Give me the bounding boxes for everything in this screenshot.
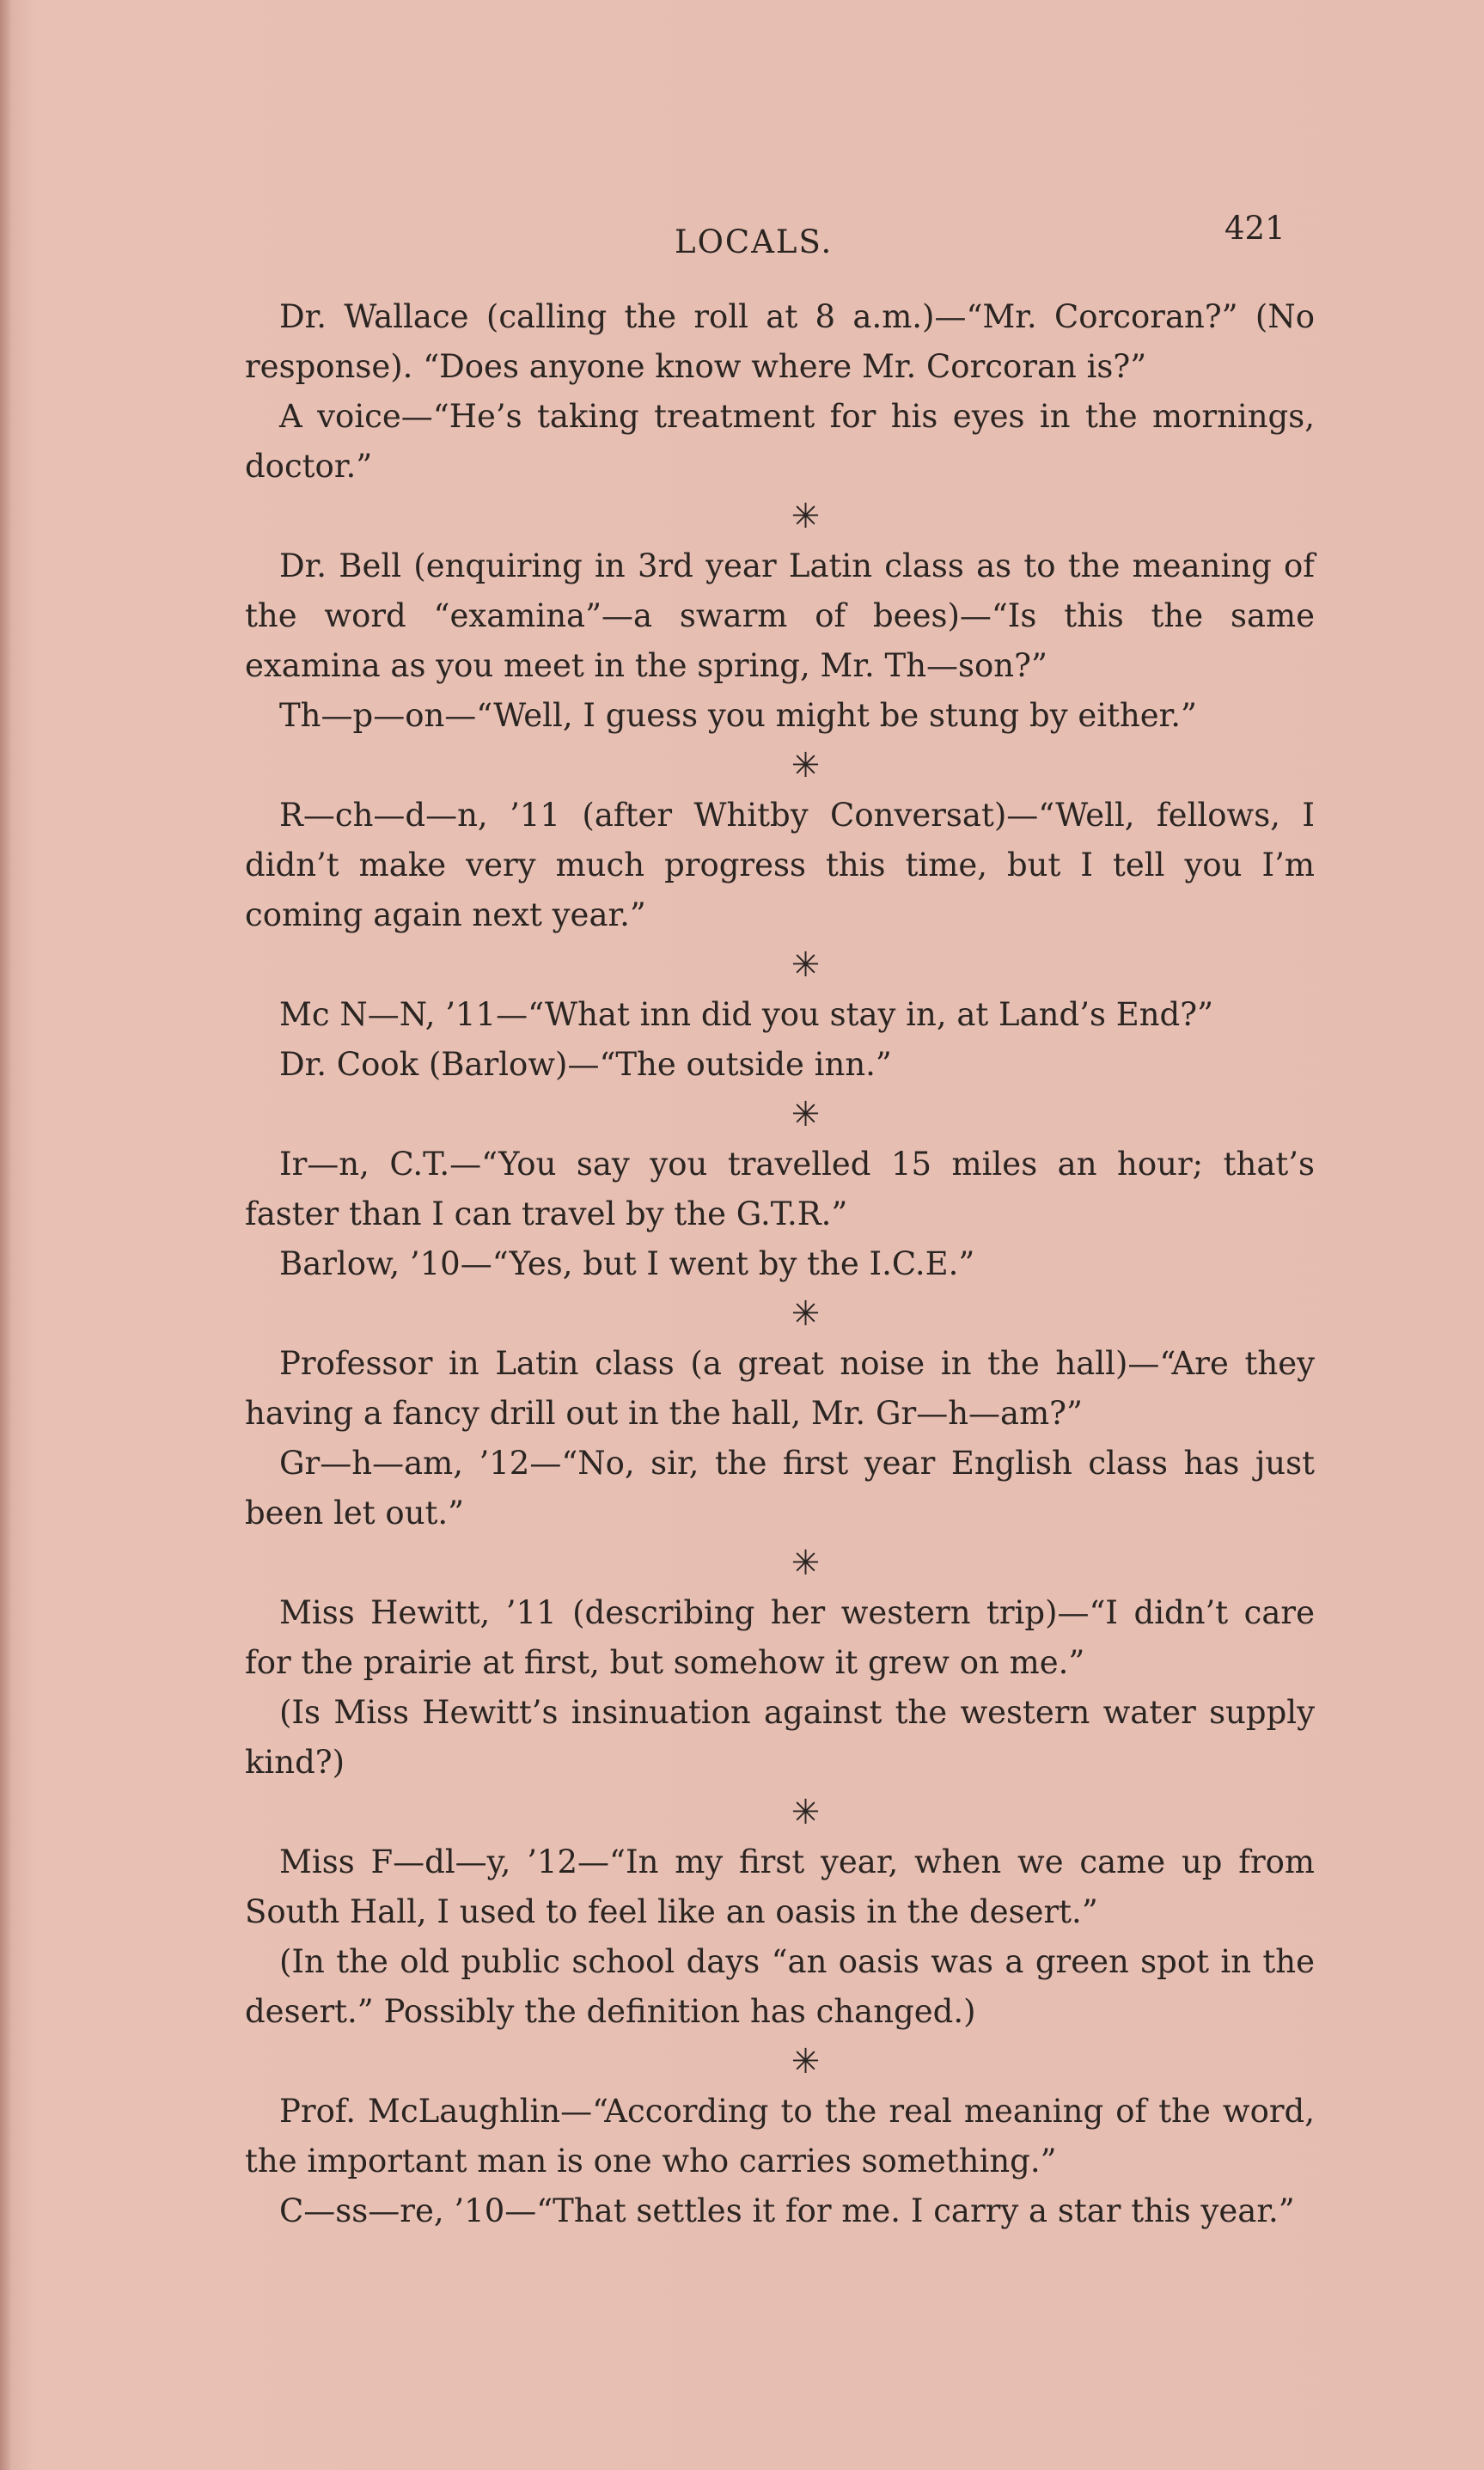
local-item-paragraph: C—ss—re, ’10—“That settles it for me. I carry a star this year.” bbox=[279, 2192, 1295, 2229]
local-item bbox=[245, 1837, 1315, 2037]
local-item-paragraph: Miss F—dl—y, ’12—“In my first year, when we came up from South Hall, I used to feel like an oasis in the desert.” bbox=[245, 1843, 1315, 1930]
local-item-paragraph: Dr. Bell (enquiring in 3rd year Latin class as to the meaning of the word “examina”—a swarm of bees)—“Is this the same examina as you meet in the spring, Mr. Th—son?” bbox=[245, 547, 1315, 684]
asterism-separator: ✳ bbox=[791, 1793, 821, 1832]
local-item bbox=[245, 1588, 1315, 1788]
local-item-paragraph: Dr. Cook (Barlow)—“The outside inn.” bbox=[279, 1046, 892, 1083]
local-item-paragraph: Gr—h—am, ’12—“No, sir, the first year English class has just been let out.” bbox=[245, 1445, 1315, 1532]
local-item-paragraph: (In the old public school days “an oasis was a green spot in the desert.” Possibly the definition has changed.) bbox=[245, 1943, 1315, 2030]
asterism-separator: ✳ bbox=[791, 497, 821, 536]
running-head: LOCALS. bbox=[675, 223, 834, 260]
local-item bbox=[245, 292, 1315, 492]
asterism-separator: ✳ bbox=[791, 746, 821, 786]
asterism-separator: ✳ bbox=[791, 945, 821, 985]
local-item bbox=[245, 791, 1315, 940]
page-number: 421 bbox=[1224, 210, 1286, 247]
local-item bbox=[245, 2087, 1315, 2236]
local-item-paragraph: Professor in Latin class (a great noise in the hall)—“Are they having a fancy drill out in the hall, Mr. Gr—h—am?” bbox=[245, 1345, 1315, 1432]
local-item-paragraph: R—ch—d—n, ’11 (after Whitby Conversat)—“Well, fellows, I didn’t make very much progress this time, but I tell you I’m coming again next year.” bbox=[245, 797, 1315, 933]
local-item-paragraph: A voice—“He’s taking treatment for his eyes in the mornings, doctor.” bbox=[245, 398, 1315, 485]
local-item bbox=[245, 990, 1315, 1090]
local-item bbox=[245, 1339, 1315, 1538]
local-item-paragraph: Th—p—on—“Well, I guess you might be stung by either.” bbox=[279, 697, 1197, 734]
local-item bbox=[245, 541, 1315, 741]
asterism-separator: ✳ bbox=[791, 2042, 821, 2082]
asterism-separator: ✳ bbox=[791, 1544, 821, 1583]
local-item-paragraph: Miss Hewitt, ’11 (describing her western trip)—“I didn’t care for the prairie at first, but somehow it grew on me.” bbox=[245, 1594, 1315, 1681]
local-item-paragraph: (Is Miss Hewitt’s insinuation against the western water supply kind?) bbox=[245, 1694, 1315, 1781]
local-item-paragraph: Mc N—N, ’11—“What inn did you stay in, at Land’s End?” bbox=[279, 996, 1213, 1033]
page-header bbox=[245, 206, 1315, 292]
local-item-paragraph: Dr. Wallace (calling the roll at 8 a.m.)—“Mr. Corcoran?” (No response). “Does anyone know where Mr. Corcoran is?” bbox=[245, 298, 1315, 385]
asterism-separator: ✳ bbox=[791, 1294, 821, 1334]
page-gutter bbox=[0, 0, 10, 2470]
text-block bbox=[245, 206, 1315, 2236]
local-item bbox=[245, 1140, 1315, 1289]
local-item-paragraph: Prof. McLaughlin—“According to the real meaning of the word, the important man is one who carries something.” bbox=[245, 2093, 1315, 2180]
local-item-paragraph: Ir—n, C.T.—“You say you travelled 15 miles an hour; that’s faster than I can travel by the G.T.R.” bbox=[245, 1146, 1315, 1232]
locals-entries bbox=[245, 292, 1315, 2236]
local-item-paragraph: Barlow, ’10—“Yes, but I went by the I.C.E.” bbox=[279, 1245, 975, 1282]
asterism-separator: ✳ bbox=[791, 1095, 821, 1134]
